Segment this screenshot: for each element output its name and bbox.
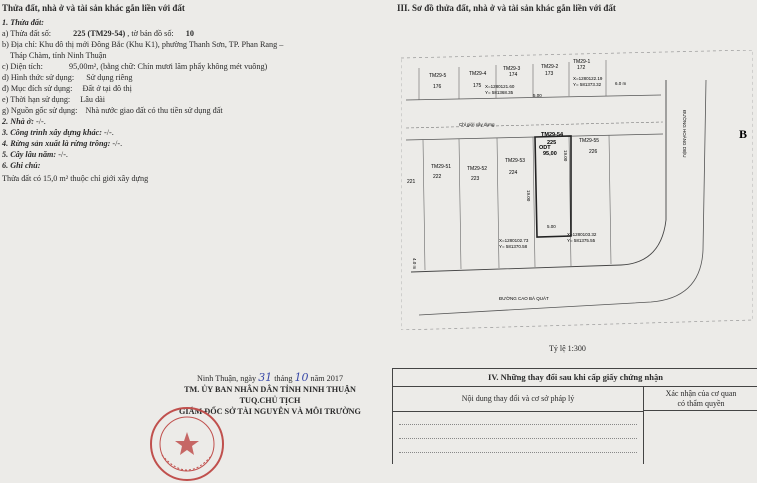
bottom-lots (406, 134, 663, 270)
parcel-map (401, 50, 753, 330)
top-lot-num-1: 176 (433, 84, 442, 90)
land-info-section (0, 0, 380, 463)
dim-side-left: 19.00 (526, 190, 531, 202)
top-lot-num-5: 172 (577, 65, 586, 71)
sign-place: Ninh Thuận, ngày (196, 374, 257, 383)
sign-day: 31 (258, 371, 273, 384)
usage-term-row (2, 95, 105, 105)
usage-purpose-value: Đất ở tại đô thị (82, 84, 132, 93)
note-label: 6. Ghi chú: (2, 161, 41, 170)
coord-bl-x: X=1280102.73 (499, 238, 529, 243)
changes-title: IV. Những thay đổi sau khi cấp giấy chứng nhận (393, 369, 757, 387)
top-lot-num-4: 173 (545, 71, 554, 77)
dotted-line (399, 452, 637, 453)
subject-use: ODT (539, 145, 551, 151)
area-row (2, 62, 267, 72)
sign-month-label: tháng (274, 374, 293, 383)
changes-table (392, 368, 757, 464)
left-lot-num: 221 (407, 179, 416, 185)
subject-num: 225 (547, 140, 557, 146)
perennial-value: -/-. (58, 150, 68, 159)
bottom-lot-id-5: TM29-55 (579, 138, 600, 144)
forest-label: 4. Rừng sản xuất là rừng trồng: (2, 139, 111, 148)
dim-bottom: 5.00 (547, 224, 556, 229)
sign-date-line (160, 372, 380, 384)
top-lot-num-2: 175 (473, 83, 482, 89)
road-boundary (411, 80, 666, 272)
sign-month: 10 (294, 371, 309, 384)
sign-delegation: TUQ.CHỦ TỊCH (239, 396, 301, 405)
top-lot-id-3: TM29-3 (503, 66, 521, 72)
coord-br-x: X=1280103.32 (567, 232, 597, 237)
sign-year: năm 2017 (310, 374, 344, 383)
coord-br-y: Y= 581375.55 (567, 238, 596, 243)
map-scale: Tỷ lệ 1:300 (549, 344, 586, 353)
setback-label: Chỉ giới xây dựng (459, 122, 495, 127)
area-label: c) Diện tích: (2, 62, 43, 71)
left-header: Thửa đất, nhà ở và tài sản khác gắn liền với đất (2, 3, 185, 13)
bottom-lot-id-2: TM29-52 (467, 166, 488, 172)
changes-col-confirm-line1: Xác nhận của cơ quan (665, 389, 737, 398)
usage-purpose-label: đ) Mục đích sử dụng: (2, 84, 73, 93)
subject-id: TM29-54 (541, 132, 564, 138)
official-seal (148, 405, 226, 483)
right-header: III. Sơ đồ thửa đất, nhà ở và tài sản khác gắn liền với đất (397, 3, 616, 13)
top-lot-id-5: TM29-1 (573, 59, 591, 65)
coord-tr-x: X=1280122.19 (573, 76, 603, 81)
coord-tr-y: Y= 581373.32 (573, 82, 602, 87)
bottom-lot-num-2: 223 (471, 176, 480, 182)
other-construction-value: -/-. (104, 128, 114, 137)
subject-area: 95,00 (543, 151, 557, 157)
forest-row (2, 139, 122, 149)
usage-form-row (2, 73, 133, 83)
dim-road: 6.0 m (615, 81, 627, 86)
setback-line (406, 122, 663, 128)
bottom-lot-id-3: TM29-53 (505, 158, 526, 164)
usage-term-label: e) Thời hạn sử dụng: (2, 95, 71, 104)
section-1-title: 1. Thửa đất: (2, 18, 44, 27)
address-line-1: b) Địa chỉ: Khu đô thị mới Đông Bắc (Khu K1), phường Thanh Sơn, TP. Phan Rang – (2, 40, 284, 49)
origin-label: g) Nguồn gốc sử dụng: (2, 106, 78, 115)
dim-top: 5.00 (533, 93, 542, 98)
parcel-number-label: a) Thửa đất số: (2, 29, 52, 38)
origin-value: Nhà nước giao đất có thu tiền sử dụng đất (85, 106, 223, 115)
house-label: 2. Nhà ở: (2, 117, 34, 126)
forest-value: -/-. (112, 139, 123, 148)
bottom-lot-num-5: 226 (589, 149, 598, 155)
changes-body (393, 412, 644, 464)
house-row (2, 117, 46, 127)
dotted-line (399, 424, 637, 425)
road-bottom-label: ĐƯỜNG CAO BÁ QUÁT (499, 296, 549, 301)
house-value: -/-. (35, 117, 46, 126)
changes-col-confirm-line2: có thẩm quyền (677, 399, 725, 408)
top-lot-id-1: TM29-5 (429, 73, 447, 79)
usage-form-value: Sử dụng riêng (86, 73, 133, 82)
coord-bl-y: Y= 581370.58 (499, 244, 528, 249)
dotted-line (399, 438, 637, 439)
map-frame (401, 50, 753, 330)
edge-letter: B (739, 127, 748, 141)
map-sheet-number: 10 (185, 29, 194, 38)
usage-form-label: d) Hình thức sử dụng: (2, 73, 75, 82)
area-value: 95,00m², (bằng chữ: Chín mươi lăm phẩy không mét vuông) (69, 62, 268, 71)
note-text: Thửa đất có 15,0 m² thuộc chỉ giới xây dựng (2, 174, 149, 183)
usage-purpose-row (2, 84, 132, 94)
bottom-lot-id-1: TM29-51 (431, 164, 452, 170)
parcel-number-row (2, 29, 194, 39)
coord-tl-y: Y= 581368.35 (485, 90, 514, 95)
changes-col-confirm (644, 387, 757, 411)
sign-authority: TM. ỦY BAN NHÂN DÂN TỈNH NINH THUẬN (184, 385, 356, 394)
bottom-lot-num-3: 224 (509, 170, 518, 176)
sign-director: GIÁM ĐỐC SỞ TÀI NGUYÊN VÀ MÔI TRƯỜNG (179, 407, 361, 416)
other-construction-label: 3. Công trình xây dựng khác: (2, 128, 102, 137)
parcel-number: 225 (TM29-54) (73, 29, 126, 38)
dim-side-right: 19.00 (563, 150, 568, 162)
changes-col-content: Nội dung thay đổi và cơ sở pháp lý (393, 387, 644, 412)
top-lot-id-2: TM29-4 (469, 71, 487, 77)
usage-term-value: Lâu dài (80, 95, 106, 104)
road-outer-boundary (419, 80, 706, 315)
perennial-label: 5. Cây lâu năm: (2, 150, 57, 159)
other-construction-row (2, 128, 114, 138)
dim-left: 4.0 m (412, 258, 417, 270)
parcel-map-svg (401, 50, 753, 330)
perennial-row (2, 150, 68, 160)
road-right-label: ĐƯỜNG HOÀNG DIỆU (682, 110, 687, 158)
bottom-lot-num-1: 222 (433, 174, 442, 180)
coord-tl-x: X=1280121.60 (485, 84, 515, 89)
address-line-2: Tháp Chàm, tỉnh Ninh Thuận (10, 51, 107, 60)
top-lot-id-4: TM29-2 (541, 64, 559, 70)
top-lot-num-3: 174 (509, 72, 518, 78)
map-sheet-label: , tờ bản đồ số: (127, 29, 174, 38)
origin-row (2, 106, 223, 116)
